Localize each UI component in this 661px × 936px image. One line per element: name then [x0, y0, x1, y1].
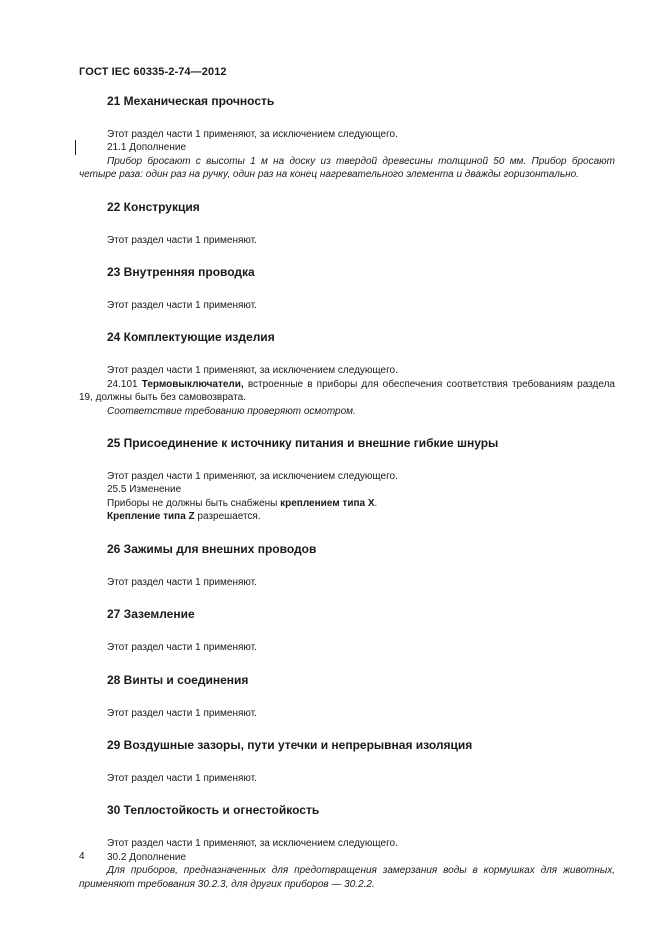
paragraph-lead: 24.101: [107, 378, 142, 390]
section-heading: 30 Теплостойкость и огнестойкость: [107, 803, 320, 818]
paragraph: Этот раздел части 1 применяют, за исключением следующего.: [107, 471, 398, 483]
paragraph: Этот раздел части 1 применяют, за исключением следующего.: [107, 838, 398, 850]
section: [79, 673, 615, 738]
section: [79, 803, 615, 891]
section-gap: [79, 524, 615, 542]
section-gap: [79, 182, 615, 200]
section-gap: [79, 785, 615, 803]
paragraph: [79, 510, 615, 523]
paragraph: Этот раздел части 1 применяют.: [107, 234, 257, 246]
bold-term: Термовыключатели,: [141, 378, 244, 390]
section-gap: [79, 589, 615, 607]
paragraph: Этот раздел части 1 применяют.: [107, 576, 257, 588]
paragraph: Этот раздел части 1 применяют.: [107, 300, 257, 312]
section-gap: [79, 247, 615, 265]
section: [79, 330, 615, 436]
paragraph: Этот раздел части 1 применяют.: [107, 772, 257, 784]
section-heading: 21 Механическая прочность: [107, 94, 275, 108]
section-gap: [79, 312, 615, 330]
section: [79, 94, 615, 200]
paragraph-rest: разрешается.: [194, 511, 261, 523]
section-heading: 22 Конструкция: [107, 199, 200, 214]
section-heading: 23 Внутренняя проводка: [107, 265, 255, 280]
section: [79, 200, 615, 265]
document-body: [79, 94, 615, 891]
section: [79, 436, 615, 542]
section-heading: 26 Зажимы для внешних проводов: [107, 541, 317, 556]
paragraph: Прибор бросают с высоты 1 м на доску из твердой древесины толщиной 50 мм. Прибор бросают четыре раза: один раз на ручку, один раз на конец нагревательного элемента и дважды горизонтально.: [79, 155, 615, 181]
paragraph: 21.1 Дополнение: [107, 142, 187, 154]
paragraph: Этот раздел части 1 применяют, за исключением следующего.: [107, 365, 398, 377]
paragraph: [79, 378, 615, 405]
bold-term: креплением типа X: [280, 497, 375, 509]
section-gap: [79, 655, 615, 673]
section-heading: 25 Присоединение к источнику питания и внешние гибкие шнуры: [107, 436, 499, 451]
paragraph: 30.2 Дополнение: [107, 851, 187, 863]
bold-term: Крепление типа Z: [107, 511, 195, 523]
section-gap: [79, 418, 615, 436]
paragraph: 25.5 Изменение: [107, 484, 182, 496]
document-header: ГОСТ IEC 60335-2-74—2012: [79, 66, 227, 78]
section: [79, 265, 615, 330]
section-heading: 28 Винты и соединения: [107, 672, 249, 687]
paragraph: Этот раздел части 1 применяют.: [107, 642, 257, 654]
section: [79, 542, 615, 607]
section-heading: 24 Комплектующие изделия: [107, 330, 275, 345]
section-gap: [79, 720, 615, 738]
paragraph: Этот раздел части 1 применяют, за исключением следующего.: [107, 129, 398, 140]
paragraph-lead: Приборы не должны быть снабжены: [107, 497, 281, 509]
section: [79, 738, 615, 803]
section-heading: 29 Воздушные зазоры, пути утечки и непрерывная изоляция: [107, 737, 473, 752]
section-heading: 27 Заземление: [107, 607, 195, 622]
paragraph-rest: .: [374, 497, 378, 509]
section: [79, 607, 615, 672]
page-number: 4: [79, 851, 85, 862]
paragraph: Этот раздел части 1 применяют.: [107, 707, 257, 719]
revision-bar: [75, 140, 76, 155]
paragraph: Для приборов, предназначенных для предотвращения замерзания воды в кормушках для животных, применяют требования 30.2.3, для других приборов — 30.2.2.: [79, 865, 615, 890]
paragraph: [79, 497, 615, 510]
paragraph: Соответствие требованию проверяют осмотром.: [107, 405, 356, 417]
paragraph-rest: встроенные в приборы для обеспечения соответствия требованиям раздела 19, должны быть без самовозврата.: [79, 378, 615, 404]
